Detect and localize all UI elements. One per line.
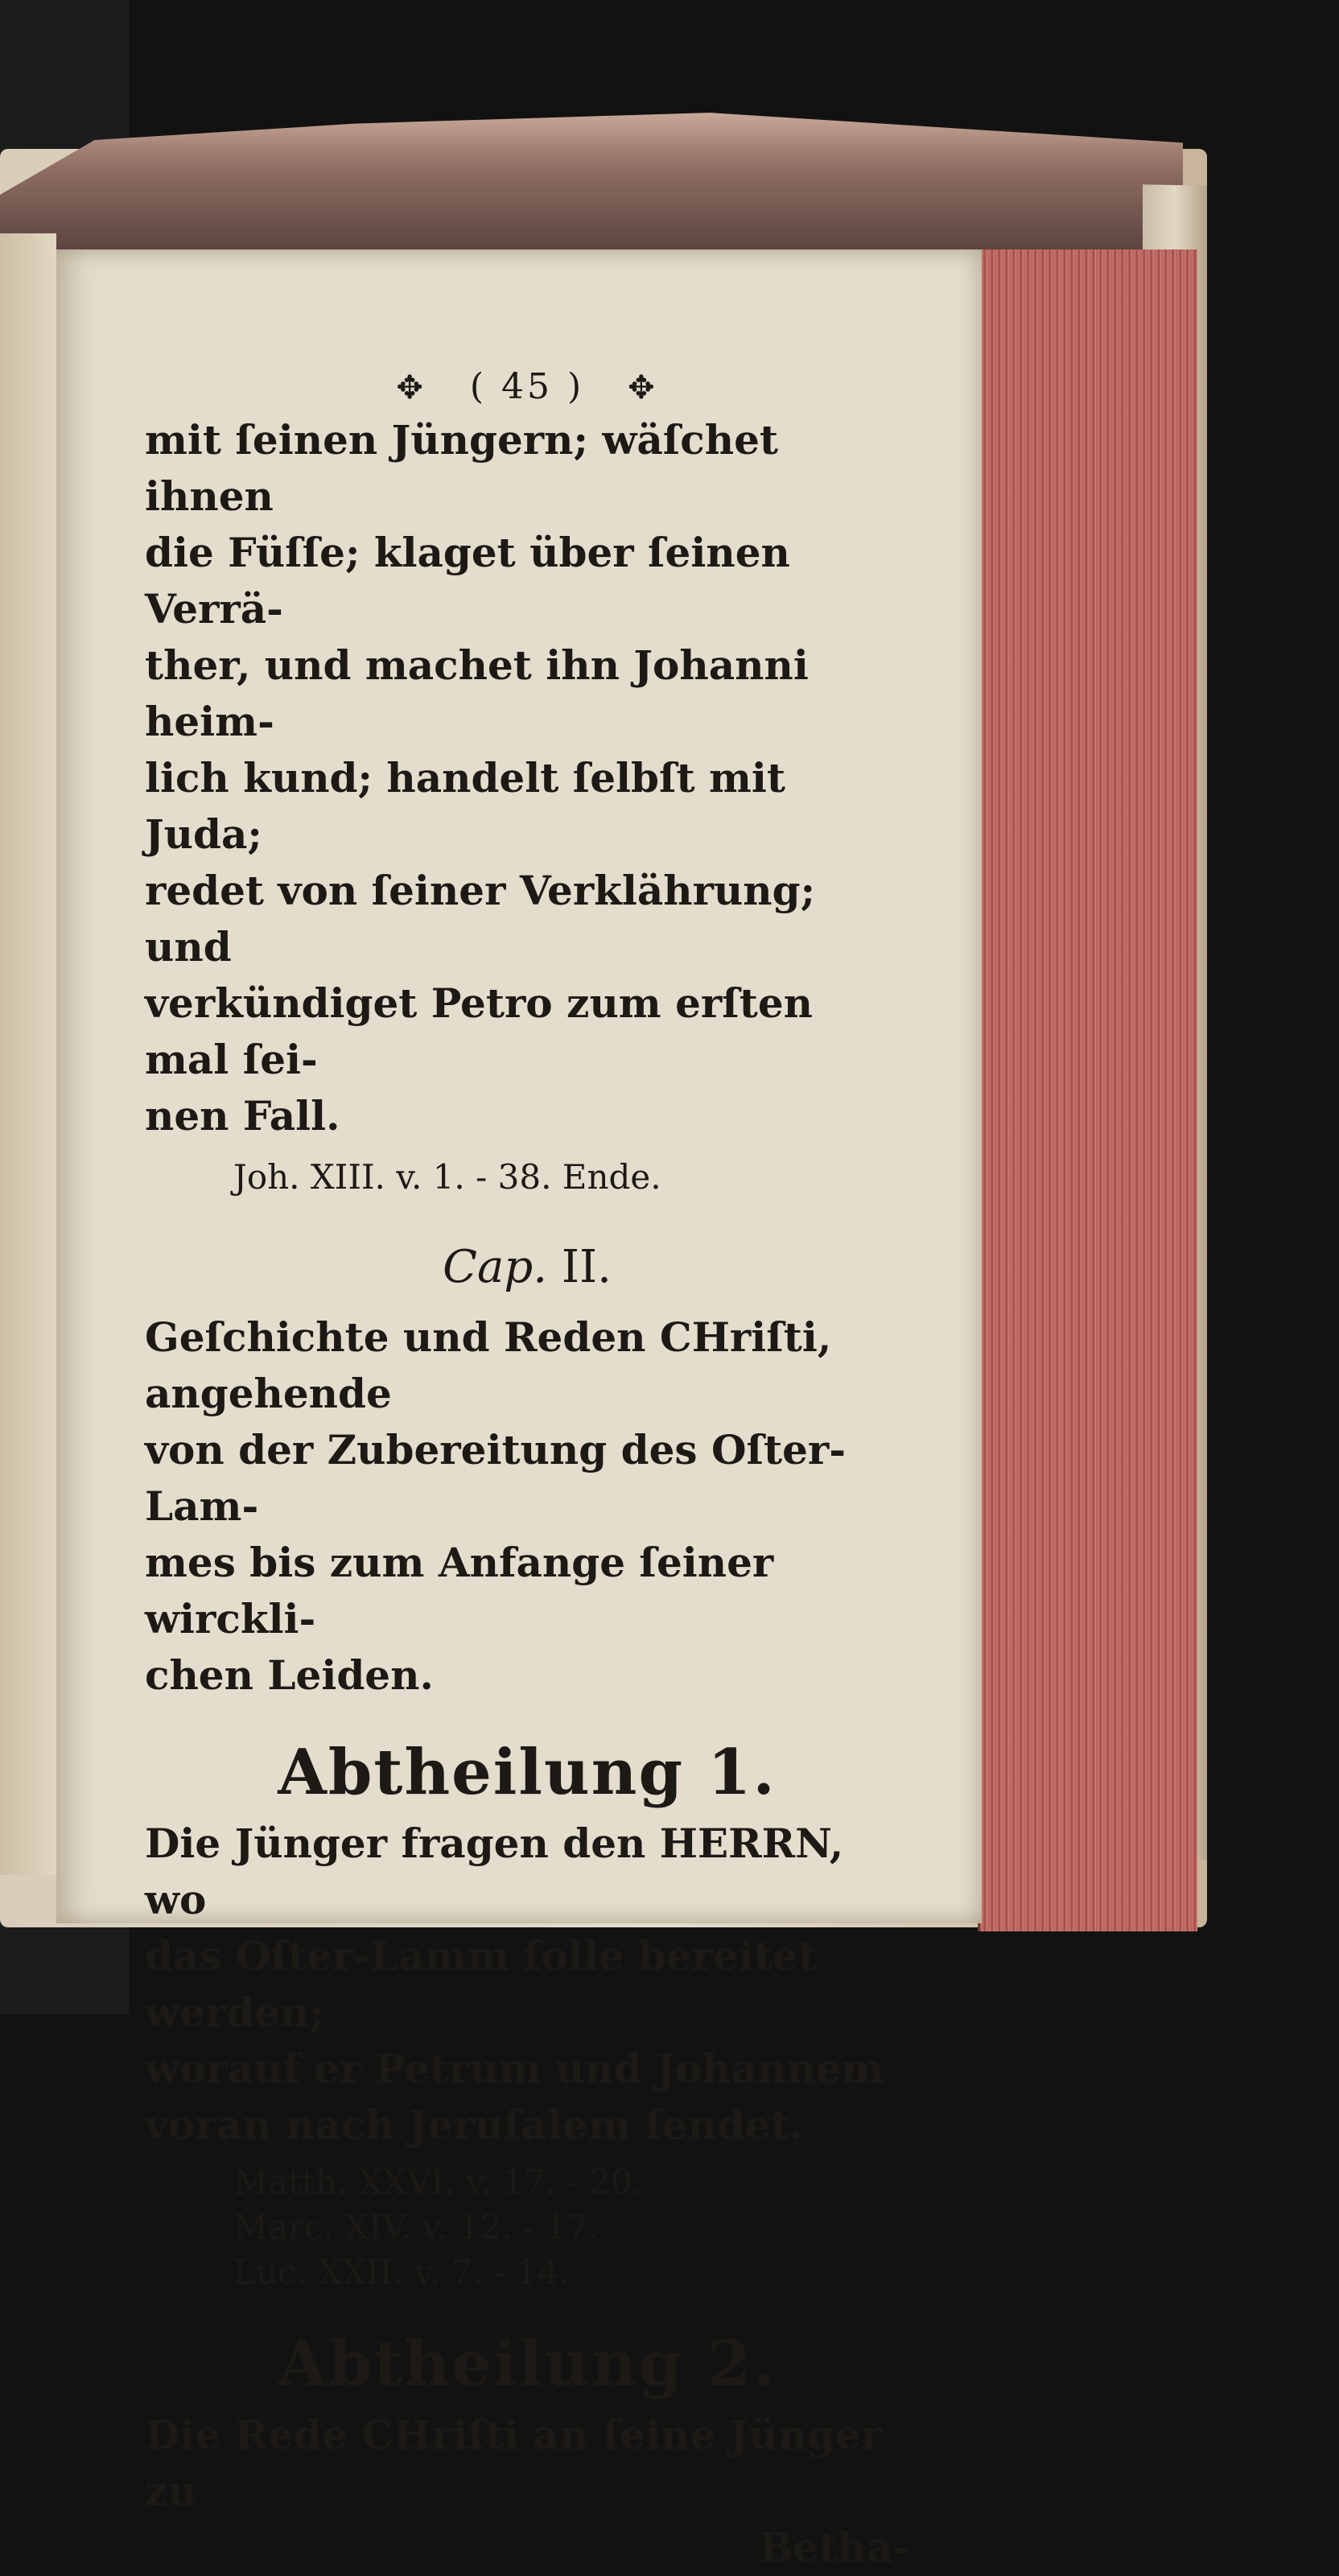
text-line: von der Zubereitung des Oſter-Lam- (145, 1426, 847, 1530)
text-line: voran nach Jeruſalem ſendet. (145, 2101, 803, 2149)
page-text (145, 366, 909, 2576)
text-line: mes bis zum Anfange ſeiner wirckli- (145, 1539, 774, 1642)
text-line: verkündiget Petro zum erſten mal ſei- (145, 979, 814, 1083)
paragraph-1 (145, 412, 909, 1144)
chapter-label: Cap. (443, 1241, 548, 1293)
scripture-reference: Joh. XIII. v. 1. - 38. Ende. (233, 1157, 661, 1197)
section-2-body (145, 2407, 909, 2520)
scripture-reference: Marc. XIV. v. 12. - 17. (233, 2207, 599, 2247)
text-line: lich kund; handelt ſelbſt mit Juda; (145, 754, 786, 858)
section-1-references (233, 2160, 909, 2295)
paragraph-2 (145, 1309, 909, 1704)
catchword: Betha- (759, 2524, 909, 2571)
text-line: Die Rede CHriſti an ſeine Jünger zu (145, 2411, 883, 2515)
scripture-reference: Luc. XXII. v. 7. - 14. (233, 2252, 571, 2292)
page-header (145, 366, 909, 407)
left-page-sliver (0, 233, 56, 1875)
text-line: Geſchichte und Reden CHriſti, angehende (145, 1313, 832, 1417)
chapter-number: II. (561, 1241, 612, 1293)
text-line: nen Fall. (145, 1092, 340, 1140)
right-page (56, 249, 982, 2571)
book-top-edge (0, 113, 1183, 249)
ornament-right-icon: ✥ (628, 369, 658, 406)
text-line: ther, und machet ihn Johanni heim- (145, 641, 809, 745)
text-line: redet von ſeiner Verklährung; und (145, 867, 816, 971)
ornament-left-icon: ✥ (396, 369, 426, 406)
text-line: Die Jünger fragen den HERRN, wo (145, 1820, 844, 1923)
section-1-body (145, 1816, 909, 2154)
page-edges (978, 249, 1197, 1931)
text-line: chen Leiden. (145, 1651, 434, 1699)
text-line: worauf er Petrum und Johannem (145, 2045, 884, 2092)
text-line: die Füſſe; klaget über ſeinen Verrä- (145, 529, 790, 633)
chapter-title (145, 1241, 909, 1293)
section-heading-1: Abtheilung 1. (278, 1736, 777, 1809)
page-number: ( 45 ) (469, 366, 585, 407)
section-heading-2: Abtheilung 2. (278, 2327, 777, 2401)
scripture-reference: Matth. XXVI. v. 17. - 20. (233, 2162, 643, 2202)
text-line: mit ſeinen Jüngern; wäſchet ihnen (145, 416, 778, 520)
text-line: das Oſter-Lamm ſolle bereitet werden; (145, 1932, 817, 2036)
